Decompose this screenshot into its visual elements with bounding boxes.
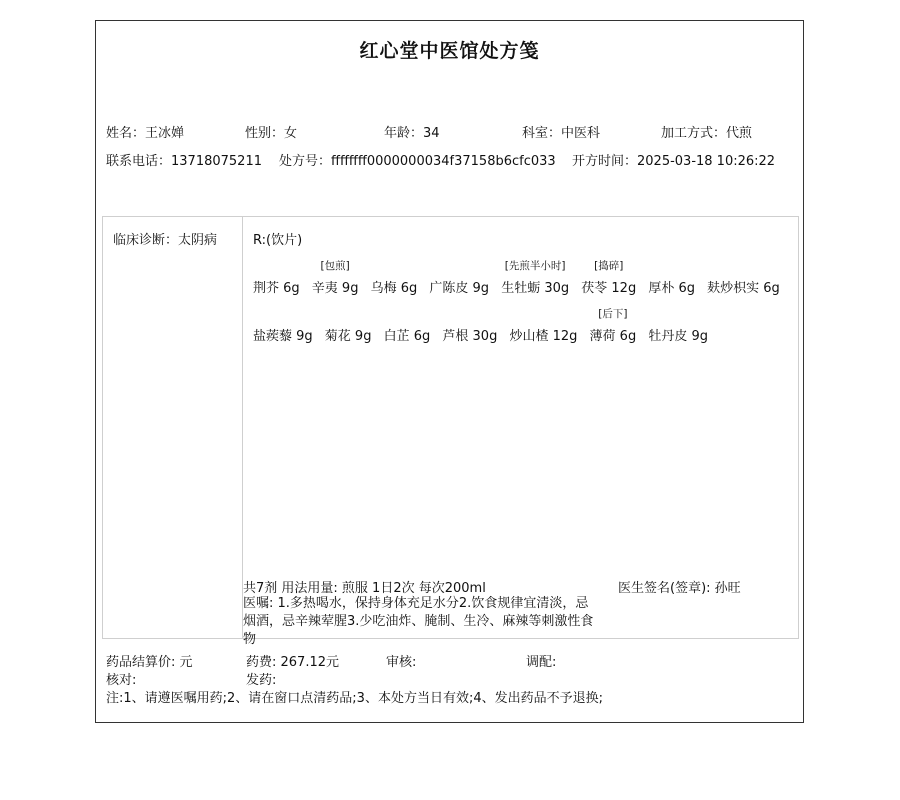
herb-item [648, 277, 695, 296]
page-title: 红心堂中医馆处方笺 [359, 40, 540, 62]
doctor-signature: 医生签名(签章): 孙旺 [618, 581, 741, 596]
herb-item [442, 325, 497, 344]
herb-note: [包煎] [320, 260, 350, 272]
herb-item [429, 277, 489, 296]
drug-fee: 药费: 267.12元 [246, 655, 339, 670]
herb-name: 白芷 6g [383, 329, 431, 344]
herb-name: 牡丹皮 9g [648, 329, 708, 344]
herb-name: 厚朴 6g [648, 281, 695, 296]
herb-name: 芦根 30g [442, 329, 498, 344]
clinical-diagnosis: 临床诊断：太阴病 [113, 233, 218, 248]
herb-name: 薄荷 6g [589, 329, 637, 344]
herb-item [581, 260, 637, 296]
herb-name: 广陈皮 9g [429, 281, 490, 296]
prescription-box [102, 216, 799, 647]
herb-item [707, 277, 780, 296]
divider [242, 217, 243, 638]
herb-item [311, 260, 359, 296]
usage-dosage: 共7剂 用法用量: 煎服 1日2次 每次200ml [243, 581, 486, 596]
herb-item [509, 325, 577, 344]
herb-item [589, 308, 637, 344]
prescription-time: 开方时间：2025-03-18 10:26:22 [572, 154, 776, 169]
herb-note: [先煎半小时] [504, 260, 566, 272]
herb-name: 茯苓 12g [581, 281, 637, 296]
issue-field: 发药: [246, 673, 277, 688]
herb-name: 荆芥 6g [253, 281, 300, 296]
dispense-prep-field: 调配: [526, 655, 557, 670]
herb-item [648, 325, 708, 344]
patient-name: 姓名：王冰婵 [106, 126, 185, 141]
herb-item [384, 325, 431, 344]
herb-row-1 [253, 260, 788, 296]
herb-note: [后下] [598, 308, 628, 320]
prescription-sheet [95, 20, 804, 723]
review-field: 审核: [386, 655, 417, 670]
rx-label: R:(饮片) [253, 233, 303, 248]
herb-name: 乌梅 6g [370, 281, 418, 296]
patient-age: 年龄：34 [384, 126, 440, 141]
footer-notice: 注:1、请遵医嘱用药;2、请在窗口点清药品;3、本处方当日有效;4、发出药品不予退换; [106, 691, 603, 706]
herb-name: 菊花 9g [324, 329, 372, 344]
patient-department: 科室：中医科 [522, 126, 601, 141]
herb-name: 生牡蛎 30g [501, 281, 570, 296]
herb-item [325, 325, 372, 344]
herb-name: 辛夷 9g [311, 281, 359, 296]
herb-item [371, 277, 418, 296]
settle-price: 药品结算价: 元 [106, 655, 193, 670]
check-field: 核对: [106, 673, 137, 688]
herb-note: [捣碎] [594, 260, 624, 272]
process-method: 加工方式：代煎 [661, 126, 753, 141]
herb-name: 麸炒枳实 6g [707, 281, 780, 296]
prescription-number: 处方号：ffffffff0000000034f37158b6cfc033 [279, 154, 556, 169]
herb-item [253, 277, 300, 296]
patient-gender: 性别：女 [245, 126, 298, 141]
herb-row-2 [253, 308, 716, 344]
herb-name: 盐蒺藜 9g [253, 329, 313, 344]
herb-name: 炒山楂 12g [509, 329, 578, 344]
herb-item [501, 260, 570, 296]
contact-phone: 联系电话：13718075211 [106, 154, 262, 169]
medical-advice: 医嘱: 1.多热喝水，保持身体充足水分2.饮食规律宜清淡，忌烟酒，忌辛辣荤腥3.少吃油炸、腌制、生冷、麻辣等刺激性食物 [243, 596, 594, 647]
herb-item [253, 325, 313, 344]
